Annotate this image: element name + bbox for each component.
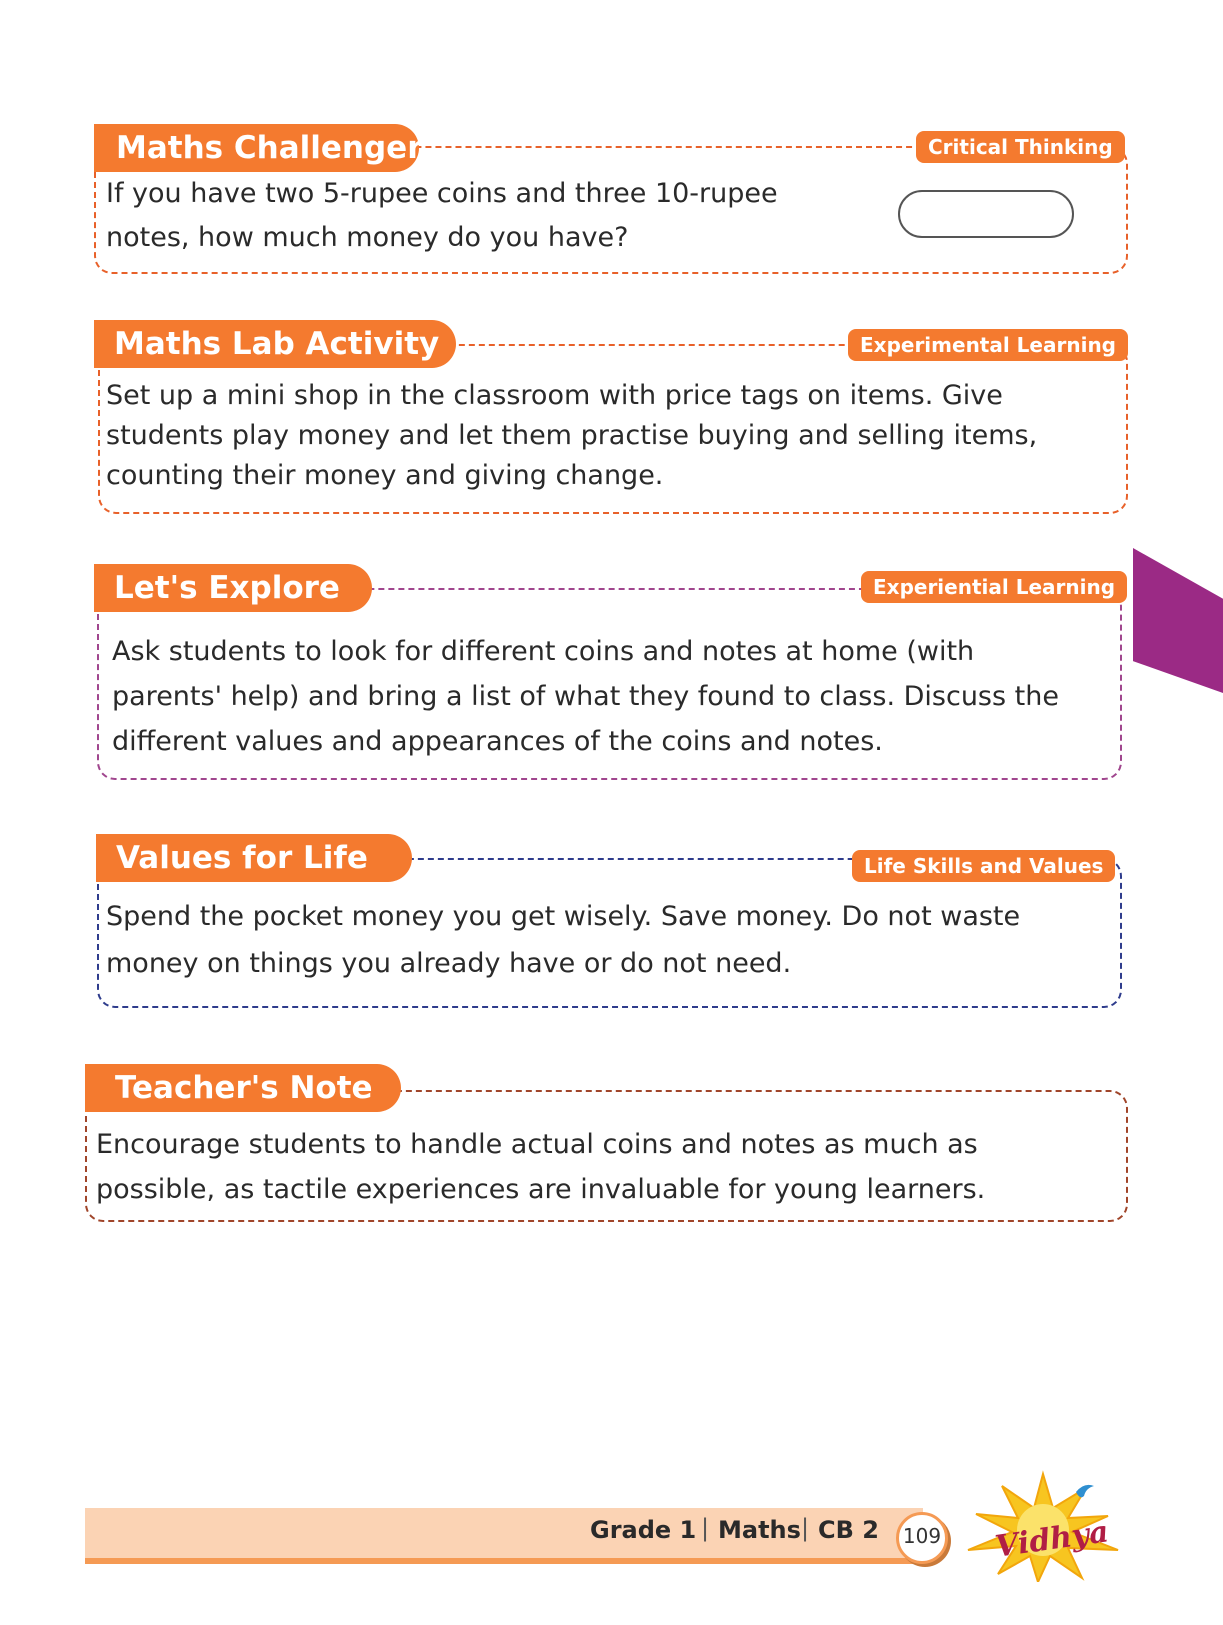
experiential-learning-badge: Experiential Learning [861, 571, 1127, 603]
footer-subject: Maths [718, 1516, 801, 1544]
page-number: 109 [902, 1524, 942, 1548]
lets-explore-line-2: parents' help) and bring a list of what they found to class. Discuss the [112, 681, 1059, 712]
teachers-note-line-2: possible, as tactile experiences are invaluable for young learners. [96, 1174, 986, 1205]
maths-lab-activity-line-2: students play money and let them practise buying and selling items, [106, 420, 1038, 451]
bird-icon [1076, 1485, 1094, 1497]
footer-book: CB 2 [818, 1516, 879, 1544]
values-for-life-title: Values for Life [96, 834, 412, 882]
maths-challenger-title: Maths Challenger [94, 124, 419, 172]
footer-grade: Grade 1 [590, 1516, 697, 1544]
life-skills-and-values-badge: Life Skills and Values [852, 850, 1115, 882]
lets-explore-line-3: different values and appearances of the coins and notes. [112, 726, 883, 757]
values-for-life-line-2: money on things you already have or do not need. [106, 948, 792, 979]
teachers-note-title: Teacher's Note [85, 1064, 401, 1112]
answer-input-box[interactable] [898, 190, 1074, 238]
maths-lab-activity-line-3: counting their money and giving change. [106, 460, 664, 491]
footer-separator-2: | [801, 1514, 810, 1542]
values-for-life-line-1: Spend the pocket money you get wisely. Save money. Do not waste [106, 901, 1021, 932]
maths-lab-activity-line-1: Set up a mini shop in the classroom with price tags on items. Give [106, 380, 1003, 411]
maths-lab-activity-title: Maths Lab Activity [94, 320, 456, 368]
side-thumb-tab [1133, 548, 1223, 693]
footer-separator-1: | [701, 1514, 710, 1542]
maths-challenger-line-2: notes, how much money do you have? [106, 222, 629, 253]
lets-explore-title: Let's Explore [94, 564, 372, 612]
critical-thinking-badge: Critical Thinking [916, 131, 1125, 163]
footer-underline [85, 1558, 923, 1564]
lets-explore-line-1: Ask students to look for different coins and notes at home (with [112, 636, 975, 667]
maths-challenger-line-1: If you have two 5-rupee coins and three 10-rupee [106, 178, 778, 209]
teachers-note-line-1: Encourage students to handle actual coins and notes as much as [96, 1129, 978, 1160]
experimental-learning-badge: Experimental Learning [848, 329, 1128, 361]
vidhya-logo-text: Vidhya [993, 1514, 1111, 1565]
